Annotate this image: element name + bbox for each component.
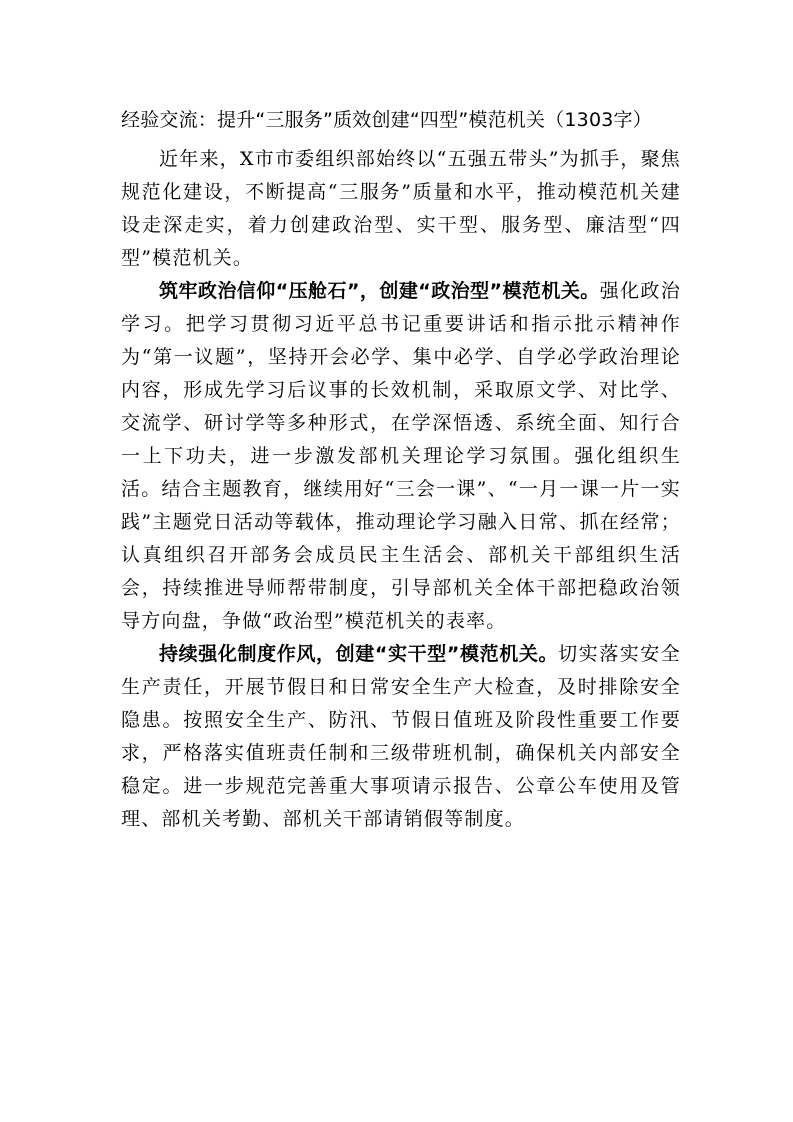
political-section-paragraph: [121, 275, 681, 638]
document-title: 经验交流：提升“三服务”质效创建“四型”模范机关（1303字）: [121, 109, 652, 131]
political-section-heading: 筑牢政治信仰“压舱石”，创建“政治型”模范机关。: [159, 280, 600, 302]
practical-section-text: 切实落实安全生产责任，开展节假日和日常安全生产大检查，及时排除安全隐患。按照安全生产、防汛、节假日值班及阶段性重要工作要求，严格落实值班责任制和三级带班机制，确保机关内部安全稳定。进一步规范完善重大事项请示报告、公章公车使用及管理、部机关考勤、部机关干部请销假等制度。: [121, 643, 681, 830]
intro-paragraph: [121, 143, 681, 275]
practical-section-paragraph: [121, 638, 681, 836]
document-body: [121, 101, 681, 836]
intro-paragraph-text: 近年来，X市市委组织部始终以“五强五带头”为抓手，聚焦规范化建设，不断提高“三服务”质量和水平，推动模范机关建设走深走实，着力创建政治型、实干型、服务型、廉洁型“四型”模范机关。: [121, 148, 681, 269]
political-section-text: 强化政治学习。把学习贯彻习近平总书记重要讲话和指示批示精神作为“第一议题”，坚持开会必学、集中必学、自学必学政治理论内容，形成先学习后议事的长效机制，采取原文学、对比学、交流学、研讨学等多种形式，在学深悟透、系统全面、知行合一上下功夫，进一步激发部机关理论学习氛围。强化组织生活。结合主题教育，继续用好“三会一课”、“一月一课一片一实践”主题党日活动等载体，推动理论学习融入日常、抓在经常；认真组织召开部务会成员民主生活会、部机关干部组织生活会，持续推进导师帮带制度，引导部机关全体干部把稳政治领导方向盘，争做“政治型”模范机关的表率。: [121, 280, 681, 632]
practical-section-heading: 持续强化制度作风，创建“实干型”模范机关。: [159, 643, 559, 665]
